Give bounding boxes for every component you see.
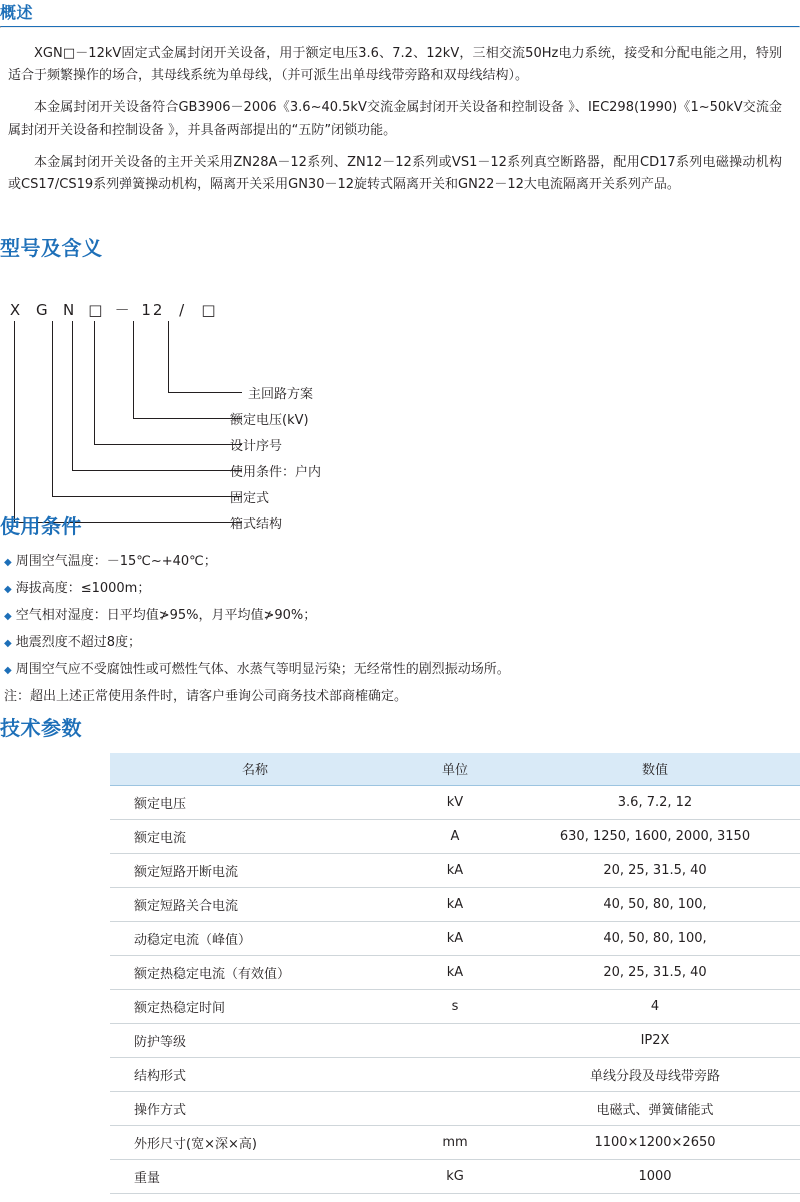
diamond-bullet-icon: ◆ xyxy=(4,557,12,568)
overview-section xyxy=(0,0,800,206)
technical-parameters-table xyxy=(110,753,800,1194)
model-legend-1: 主回路方案 xyxy=(248,387,314,402)
param-name: 操作方式 xyxy=(110,1091,400,1125)
param-value: 单线分段及母线带旁路 xyxy=(510,1057,800,1091)
param-value: 630, 1250, 1600, 2000, 3150 xyxy=(510,819,800,853)
table-row xyxy=(110,1057,800,1091)
param-unit: kA xyxy=(400,921,510,955)
condition-item xyxy=(0,549,800,576)
param-name: 防护等级 xyxy=(110,1023,400,1057)
param-name: 结构形式 xyxy=(110,1057,400,1091)
model-code-box-1: □ xyxy=(88,301,105,319)
column-header-value: 数值 xyxy=(510,753,800,785)
overview-paragraph-3: 本金属封闭开关设备的主开关采用ZN28A－12系列、ZN12－12系列或VS1－12系列真空断路器，配用CD17系列电磁操动机构或CS17/CS19系列弹簧操动机构，隔离开关采用GN30－12旋转式隔离开关和GN22－12大电流隔离开关系列产品。 xyxy=(8,154,782,193)
diamond-bullet-icon: ◆ xyxy=(4,638,12,649)
overview-paragraph-1: XGN□－12kV固定式金属封闭开关设备，用于额定电压3.6、7.2、12kV，三相交流50Hz电力系统，接受和分配电能之用，特别适合于频繁操作的场合，其母线系统为单母线，（并可派生出单母线带旁路和双母线结构）。 xyxy=(8,45,782,84)
model-designation-section xyxy=(0,232,800,532)
model-code-voltage: 12 xyxy=(141,301,165,319)
param-unit: kA xyxy=(400,887,510,921)
param-unit xyxy=(400,1057,510,1091)
table-row xyxy=(110,853,800,887)
model-code-slash: / xyxy=(179,301,187,319)
param-value: 3.6, 7.2, 12 xyxy=(510,785,800,819)
overview-heading: 概述 xyxy=(0,3,34,22)
param-unit: kA xyxy=(400,853,510,887)
param-name: 额定热稳定时间 xyxy=(110,989,400,1023)
model-code-string xyxy=(6,299,219,320)
param-unit: A xyxy=(400,819,510,853)
param-name: 动稳定电流（峰值） xyxy=(110,921,400,955)
condition-item xyxy=(0,657,800,684)
model-legend-4: 使用条件：户内 xyxy=(230,465,322,480)
condition-item xyxy=(0,630,800,657)
table-row xyxy=(110,1125,800,1159)
conditions-section xyxy=(0,510,800,710)
table-row xyxy=(110,819,800,853)
table-row xyxy=(110,887,800,921)
param-unit: kA xyxy=(400,955,510,989)
overview-paragraph-2: 本金属封闭开关设备符合GB3906－2006《3.6~40.5kV交流金属封闭开关设备和控制设备 》、IEC298(1990)《1~50kV交流金属封闭开关设备和控制设备 》，并具备两部提出的“五防”闭锁功能。 xyxy=(8,100,782,138)
param-value: 1000 xyxy=(510,1159,800,1193)
table-header-row xyxy=(110,753,800,785)
param-name: 额定热稳定电流（有效值） xyxy=(110,955,400,989)
param-unit: kG xyxy=(400,1159,510,1193)
diamond-bullet-icon: ◆ xyxy=(4,665,12,676)
overview-body xyxy=(0,35,800,198)
model-legend-3: 设计序号 xyxy=(230,439,283,454)
model-legend-2: 额定电压(kV) xyxy=(230,413,309,428)
param-value: 4 xyxy=(510,989,800,1023)
condition-item xyxy=(0,603,800,630)
model-code-char-x: X xyxy=(9,301,23,319)
model-heading: 型号及含义 xyxy=(0,236,103,260)
model-legend-6: 箱式结构 xyxy=(230,517,283,532)
param-name: 重量 xyxy=(110,1159,400,1193)
param-name: 额定电流 xyxy=(110,819,400,853)
table-row xyxy=(110,989,800,1023)
column-header-name: 名称 xyxy=(110,753,400,785)
param-unit xyxy=(400,1023,510,1057)
condition-text: 周围空气应不受腐蚀性或可燃性气体、水蒸气等明显污染；无经常性的剧烈振动场所。 xyxy=(15,662,510,677)
param-name: 额定短路关合电流 xyxy=(110,887,400,921)
column-header-unit: 单位 xyxy=(400,753,510,785)
model-legend-5: 固定式 xyxy=(230,491,270,506)
table-row xyxy=(110,1159,800,1193)
condition-item xyxy=(0,576,800,603)
diamond-bullet-icon: ◆ xyxy=(4,584,12,595)
condition-text: 海拔高度：≤1000m； xyxy=(15,581,151,596)
model-code-char-g: G xyxy=(35,301,50,319)
param-unit: mm xyxy=(400,1125,510,1159)
condition-text: 地震烈度不超过8度； xyxy=(15,635,141,650)
model-code-char-n: N xyxy=(62,301,77,319)
param-value: 电磁式、弹簧储能式 xyxy=(510,1091,800,1125)
table-row xyxy=(110,1023,800,1057)
param-name: 外形尺寸(宽×深×高) xyxy=(110,1125,400,1159)
param-value: 1100×1200×2650 xyxy=(510,1125,800,1159)
tech-heading: 技术参数 xyxy=(0,716,82,740)
table-row xyxy=(110,955,800,989)
conditions-note: 注：超出上述正常使用条件时，请客户垂询公司商务技术部商榷确定。 xyxy=(4,689,408,704)
table-row xyxy=(110,921,800,955)
model-code-diagram xyxy=(0,271,800,532)
overview-divider xyxy=(0,26,800,28)
condition-text: 空气相对湿度：日平均值≯95%，月平均值≯90%； xyxy=(15,608,317,623)
param-unit: s xyxy=(400,989,510,1023)
param-value: 40, 50, 80, 100, xyxy=(510,887,800,921)
diamond-bullet-icon: ◆ xyxy=(4,611,12,622)
table-row xyxy=(110,1091,800,1125)
param-name: 额定短路开断电流 xyxy=(110,853,400,887)
param-value: IP2X xyxy=(510,1023,800,1057)
technical-parameters-section xyxy=(0,712,800,1194)
param-value: 20, 25, 31.5, 40 xyxy=(510,955,800,989)
param-unit: kV xyxy=(400,785,510,819)
conditions-list xyxy=(0,549,800,684)
conditions-heading: 使用条件 xyxy=(0,514,82,538)
param-value: 40, 50, 80, 100, xyxy=(510,921,800,955)
model-code-dash: － xyxy=(114,301,132,319)
param-value: 20, 25, 31.5, 40 xyxy=(510,853,800,887)
condition-text: 周围空气温度：－15℃~+40℃； xyxy=(15,554,217,569)
param-name: 额定电压 xyxy=(110,785,400,819)
model-code-box-2: □ xyxy=(201,301,218,319)
param-unit xyxy=(400,1091,510,1125)
leader-line-6 xyxy=(14,321,242,523)
table-row xyxy=(110,785,800,819)
